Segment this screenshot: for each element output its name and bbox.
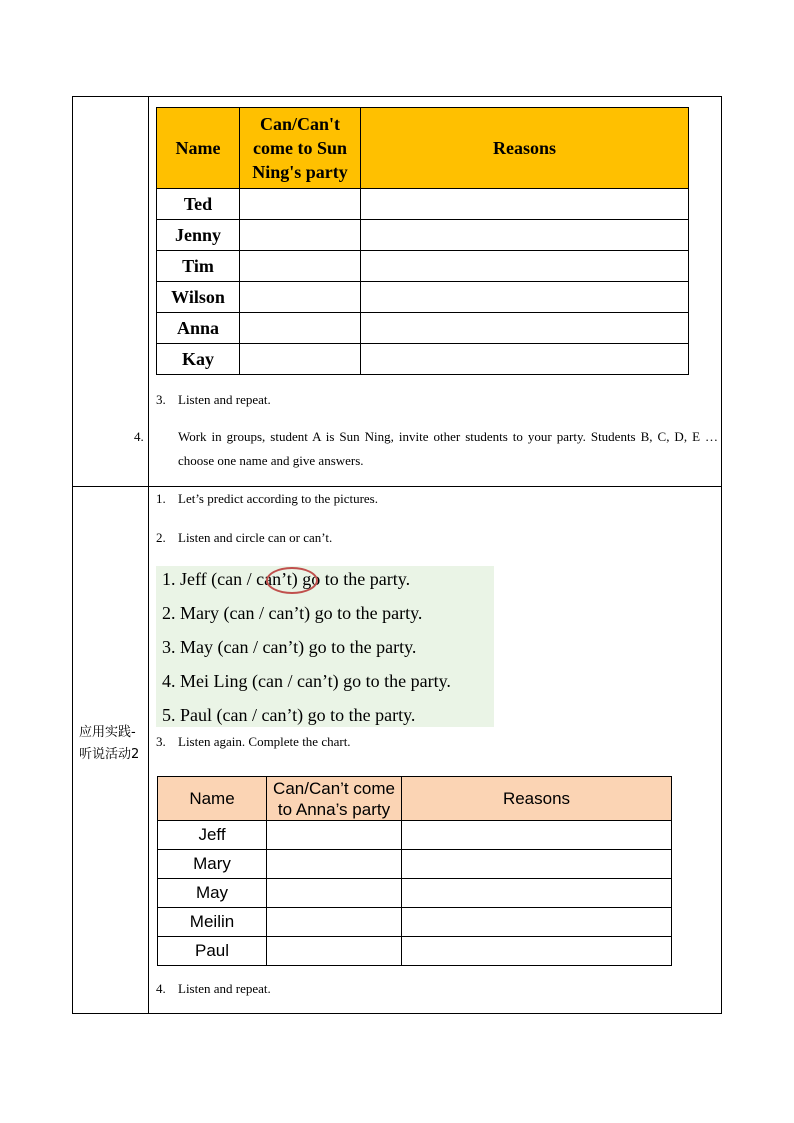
- table-row: [157, 251, 689, 282]
- table-row: [158, 850, 672, 879]
- sun-ning-party-table: [156, 107, 689, 375]
- circle-exercise-box: [156, 566, 494, 727]
- exercise-line-4: 4. Mei Ling (can / can’t) go to the party.: [162, 671, 451, 691]
- exercise-line-1: 1. Jeff (can / can’t) go to the party.: [162, 569, 411, 589]
- answer-cell[interactable]: [267, 850, 402, 879]
- name-cell: Jenny: [157, 220, 240, 251]
- name-cell: Anna: [157, 313, 240, 344]
- reason-cell[interactable]: [361, 282, 689, 313]
- table-row: [158, 821, 672, 850]
- table-row: [158, 937, 672, 966]
- reason-cell[interactable]: [361, 189, 689, 220]
- answer-cell[interactable]: [267, 908, 402, 937]
- instruction-listen-repeat: 3. Listen and repeat.: [156, 392, 271, 407]
- name-cell: May: [158, 879, 267, 908]
- answer-cell[interactable]: [267, 937, 402, 966]
- answer-cell[interactable]: [240, 282, 361, 313]
- header-name: Name: [157, 108, 240, 189]
- reason-cell[interactable]: [402, 879, 672, 908]
- exercise-line-2: 2. Mary (can / can’t) go to the party.: [162, 603, 423, 623]
- section-label: 应用实践-听说活动2: [79, 725, 140, 762]
- answer-cell[interactable]: [267, 879, 402, 908]
- instruction-listen-repeat-2: 4. Listen and repeat.: [156, 981, 271, 996]
- answer-cell[interactable]: [240, 344, 361, 375]
- table-row: [157, 344, 689, 375]
- answer-cell[interactable]: [267, 821, 402, 850]
- header-reasons: Reasons: [361, 108, 689, 189]
- anna-party-table: [157, 776, 672, 966]
- name-cell: Kay: [157, 344, 240, 375]
- answer-circle-mark: [266, 567, 318, 594]
- name-cell: Paul: [158, 937, 267, 966]
- reason-cell[interactable]: [402, 850, 672, 879]
- reason-cell[interactable]: [402, 821, 672, 850]
- column-divider: [148, 97, 149, 1013]
- table-header-row: [157, 108, 689, 189]
- answer-cell[interactable]: [240, 189, 361, 220]
- instruction-predict: 1. Let’s predict according to the pictures.: [156, 491, 378, 506]
- answer-cell[interactable]: [240, 220, 361, 251]
- reason-cell[interactable]: [361, 313, 689, 344]
- instruction-group-work: 4. Work in groups, student A is Sun Ning, invite other students to your party. Students B, C, D, E … choose one name and give answers.: [134, 429, 718, 468]
- header-can-cant: Can/Can't come to Sun Ning's party: [240, 108, 361, 189]
- table-row: [158, 908, 672, 937]
- table-row: [158, 879, 672, 908]
- name-cell: Jeff: [158, 821, 267, 850]
- name-cell: Ted: [157, 189, 240, 220]
- table-header-row: [158, 777, 672, 821]
- reason-cell[interactable]: [361, 220, 689, 251]
- name-cell: Wilson: [157, 282, 240, 313]
- table-row: [157, 220, 689, 251]
- reason-cell[interactable]: [361, 251, 689, 282]
- instruction-complete-chart: 3. Listen again. Complete the chart.: [156, 734, 351, 749]
- header-name: Name: [158, 777, 267, 821]
- table-row: [157, 282, 689, 313]
- table-row: [157, 313, 689, 344]
- table-row: [157, 189, 689, 220]
- name-cell: Mary: [158, 850, 267, 879]
- answer-cell[interactable]: [240, 313, 361, 344]
- instruction-circle: 2. Listen and circle can or can’t.: [156, 530, 333, 545]
- header-can-cant: Can/Can’t come to Anna’s party: [267, 777, 402, 821]
- reason-cell[interactable]: [402, 937, 672, 966]
- reason-cell[interactable]: [361, 344, 689, 375]
- name-cell: Meilin: [158, 908, 267, 937]
- reason-cell[interactable]: [402, 908, 672, 937]
- exercise-line-3: 3. May (can / can’t) go to the party.: [162, 637, 417, 657]
- header-reasons: Reasons: [402, 777, 672, 821]
- name-cell: Tim: [157, 251, 240, 282]
- answer-cell[interactable]: [240, 251, 361, 282]
- exercise-line-5: 5. Paul (can / can’t) go to the party.: [162, 705, 416, 725]
